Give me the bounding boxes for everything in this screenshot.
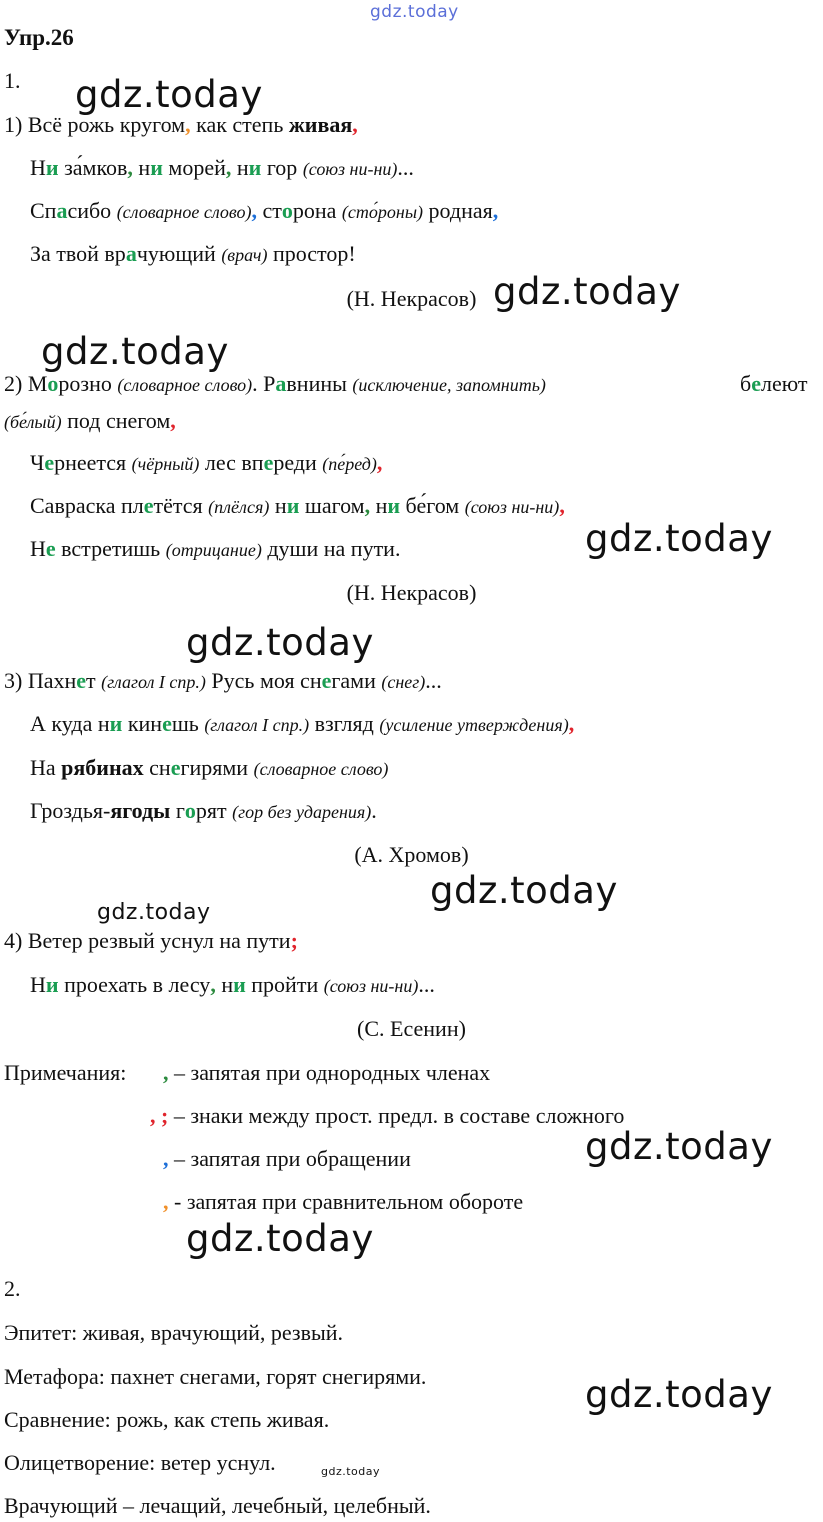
watermark: gdz.today [186, 1217, 374, 1260]
poem-author: (Н. Некрасов) [346, 580, 477, 605]
page-title: Упр.26 [4, 25, 74, 50]
watermark: gdz.today [321, 1465, 381, 1478]
note-line: , – запятая при однородных членах [163, 1060, 491, 1085]
answer-line: Олицетворение: ветер уснул. [4, 1450, 276, 1475]
answer-line: Сравнение: рожь, как степь живая. [4, 1407, 330, 1432]
poem-line: Спасибо (словарное слово), сторона (сто́роны) родная, [30, 198, 499, 223]
poem-author: (Н. Некрасов) [346, 286, 477, 311]
poem-line: 4) Ветер резвый уснул на пути; [4, 928, 298, 953]
watermark: gdz.today [430, 869, 618, 912]
poem-line: Савраска плетётся (плёлся) ни шагом, ни бе́гом (союз ни-ни), [30, 493, 565, 518]
poem-line-end: белеют [740, 371, 808, 396]
poem-line: 3) Пахнет (глагол I спр.) Русь моя снегами (снег)... [4, 668, 442, 693]
watermark: gdz.today [41, 330, 229, 373]
poem-line: 2) Морозно (словарное слово). Равнины (исключение, запомнить) [4, 371, 546, 396]
poem-line: Не встретишь (отрицание) души на пути. [30, 536, 401, 561]
part-number: 2. [4, 1276, 21, 1301]
top-watermark: gdz.today [370, 2, 459, 22]
poem-author: (А. Хромов) [354, 842, 469, 867]
poem-line: Гроздья-ягоды горят (гор без ударения). [30, 798, 377, 823]
poem-line: Чернеется (чёрный) лес впереди (пе́ред), [30, 450, 383, 475]
poem-line: (бе́лый) под снегом, [4, 408, 176, 433]
poem-line: За твой врачующий (врач) простор! [30, 241, 356, 266]
poem-line: На рябинах снегирями (словарное слово) [30, 755, 389, 780]
watermark: gdz.today [97, 900, 211, 925]
watermark: gdz.today [186, 621, 374, 664]
poem-author: (С. Есенин) [357, 1016, 466, 1041]
answer-line: Эпитет: живая, врачующий, резвый. [4, 1320, 344, 1345]
part-number: 1. [4, 68, 21, 93]
answer-line: Врачующий – лечащий, лечебный, целебный. [4, 1493, 431, 1518]
poem-line: Ни за́мков, ни морей, ни гор (союз ни-ни)... [30, 155, 414, 180]
note-line: , – запятая при обращении [163, 1146, 411, 1171]
poem-line: 1) Всё рожь кругом, как степь живая, [4, 112, 358, 137]
poem-line: А куда ни кинешь (глагол I спр.) взгляд (усиление утверждения), [30, 711, 575, 736]
poem-line: Ни проехать в лесу, ни пройти (союз ни-ни)... [30, 972, 435, 997]
watermark: gdz.today [493, 270, 681, 313]
watermark: gdz.today [585, 1125, 773, 1168]
notes-label: Примечания: [4, 1060, 127, 1085]
watermark: gdz.today [585, 517, 773, 560]
note-line: , - запятая при сравнительном обороте [163, 1189, 524, 1214]
watermark: gdz.today [585, 1373, 773, 1416]
note-line: , ; – знаки между прост. предл. в составе сложного [150, 1103, 625, 1128]
watermark: gdz.today [75, 73, 263, 116]
answer-line: Метафора: пахнет снегами, горят снегирями. [4, 1364, 427, 1389]
